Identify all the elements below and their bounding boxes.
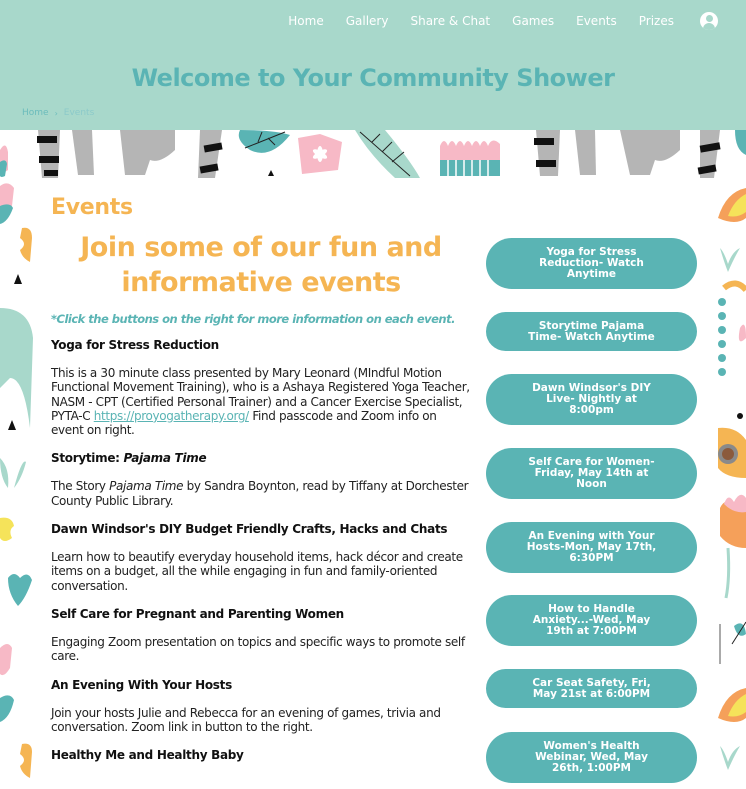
- event-desc-storytime: [51, 479, 471, 508]
- nav-share-chat[interactable]: Share & Chat: [410, 14, 491, 28]
- event-button-storytime[interactable]: Storytime Pajama Time- Watch Anytime: [486, 312, 697, 351]
- nav-games[interactable]: Games: [512, 14, 555, 28]
- event-title-healthy-baby: Healthy Me and Healthy Baby: [51, 748, 244, 763]
- event-title-evening-hosts: An Evening With Your Hosts: [51, 677, 232, 692]
- event-title-self-care: Self Care for Pregnant and Parenting Women: [51, 606, 344, 621]
- event-button-diy[interactable]: Dawn Windsor's DIY Live- Nightly at 8:00pm: [486, 374, 697, 425]
- page-heading: Events: [51, 195, 133, 220]
- event-button-yoga[interactable]: Yoga for Stress Reduction- Watch Anytime: [486, 238, 697, 289]
- right-decoration: [706, 178, 746, 789]
- main-nav: [288, 0, 746, 42]
- event-button-anxiety[interactable]: How to Handle Anxiety...-Wed, May 19th at 7:00PM: [486, 595, 697, 646]
- breadcrumb: [22, 108, 94, 118]
- site-title: Welcome to Your Community Shower: [131, 64, 615, 92]
- site-header: [0, 0, 746, 130]
- nav-home[interactable]: Home: [288, 14, 324, 28]
- left-decoration: [0, 178, 40, 789]
- nav-prizes[interactable]: Prizes: [638, 14, 674, 28]
- breadcrumb-home[interactable]: Home: [22, 108, 49, 118]
- floral-pattern-right: [706, 178, 746, 789]
- breadcrumb-current: Events: [63, 108, 95, 118]
- event-desc-text: Find passcode and Zoom info on event on right.: [51, 408, 437, 438]
- event-desc-self-care: Engaging Zoom presentation on topics and specific ways to promote self care.: [51, 634, 465, 664]
- event-button-self-care[interactable]: Self Care for Women- Friday, May 14th at Noon: [486, 448, 697, 499]
- event-title-text: Storytime:: [51, 451, 124, 466]
- event-title-yoga: Yoga for Stress Reduction: [51, 338, 219, 352]
- floral-pattern-left: [0, 178, 40, 789]
- event-desc-yoga: [51, 366, 471, 437]
- intro-heading: Join some of our fun and informative events: [80, 232, 442, 298]
- event-button-car-seat[interactable]: Car Seat Safety, Fri, May 21st at 6:00PM: [486, 669, 697, 708]
- nav-gallery[interactable]: Gallery: [345, 14, 389, 28]
- event-desc-text: This is a 30 minute class presented by Mary Leonard (MIndful Motion Functional Movement Training), who is a Ashaya Registered Yoga Teacher, NASM - CPT (Certified Personal Trainer) and a Cancer Exercise Specialist, PYTA-C: [51, 366, 470, 423]
- sloth-pattern-illustration: [0, 130, 746, 178]
- nav-events[interactable]: Events: [576, 14, 617, 28]
- decorative-banner: [0, 130, 746, 178]
- event-desc-text: by Sandra Boynton, read by Tiffany at Dorchester County Public Library.: [51, 479, 469, 508]
- intro-note: *Click the buttons on the right for more information on each event.: [51, 312, 455, 326]
- proyogatherapy-link[interactable]: https://proyogatherapy.org/: [93, 408, 249, 423]
- event-desc-diy: Learn how to beautify everyday household items, hack décor and create items on a budget, all the while engaging in fun and family-oriented conversation.: [51, 550, 463, 593]
- event-button-evening-hosts[interactable]: An Evening with Your Hosts-Mon, May 17th, 6:30PM: [486, 522, 697, 573]
- event-button-womens-health[interactable]: Women's Health Webinar, Wed, May 26th, 1:00PM: [486, 732, 697, 783]
- events-content: [51, 195, 471, 776]
- event-desc-evening-hosts: Join your hosts Julie and Rebecca for an evening of games, trivia and conversation. Zoom link in button to the right.: [51, 705, 441, 734]
- event-title-diy: Dawn Windsor's DIY Budget Friendly Crafts, Hacks and Chats: [51, 522, 448, 537]
- breadcrumb-chevron-icon: ›: [54, 108, 58, 118]
- event-desc-text: The Story: [51, 479, 110, 494]
- book-title: Pajama Time: [109, 479, 184, 494]
- user-account-icon[interactable]: [700, 12, 718, 30]
- event-title-storytime: [51, 451, 471, 465]
- event-title-italic: Pajama Time: [123, 451, 207, 466]
